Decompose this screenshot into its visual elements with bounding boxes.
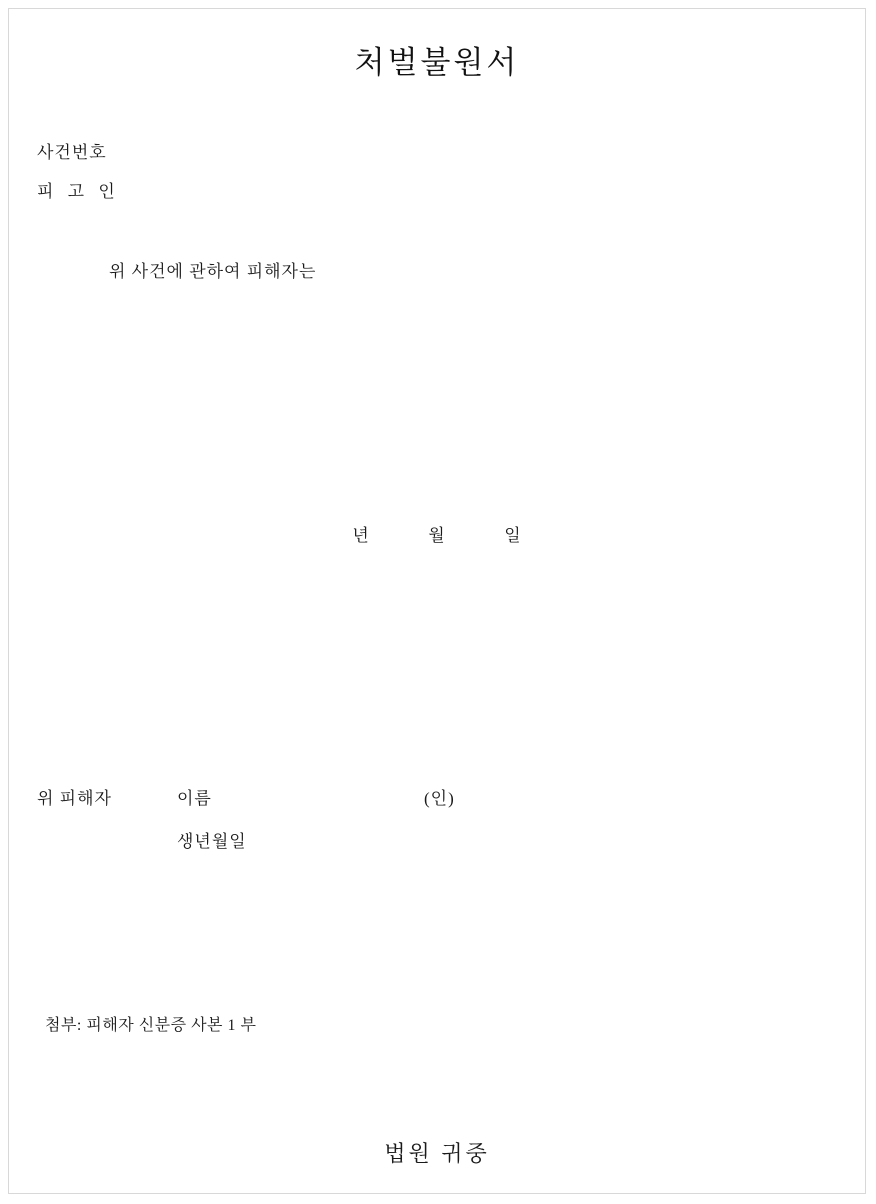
date-day-label: 일 — [504, 526, 522, 545]
victim-name-label: 이름 — [177, 789, 212, 808]
page-title: 처벌불원서 — [354, 45, 520, 80]
defendant-label: 피 고 인 — [37, 182, 120, 201]
body-statement-line: 위 사건에 관하여 피해자는 — [109, 262, 317, 281]
date-month-label: 월 — [428, 526, 446, 545]
court-footer: 법원 귀중 — [384, 1141, 490, 1166]
attachment-note: 첨부: 피해자 신분증 사본 1 부 — [45, 1017, 257, 1034]
seal-mark-label: (인) — [424, 789, 455, 808]
date-year-label: 년 — [352, 526, 370, 545]
case-number-label: 사건번호 — [37, 143, 107, 162]
date-line — [9, 521, 865, 546]
victim-prefix-label: 위 피해자 — [37, 789, 112, 808]
document-page — [8, 8, 866, 1194]
birthdate-label: 생년월일 — [177, 832, 247, 851]
